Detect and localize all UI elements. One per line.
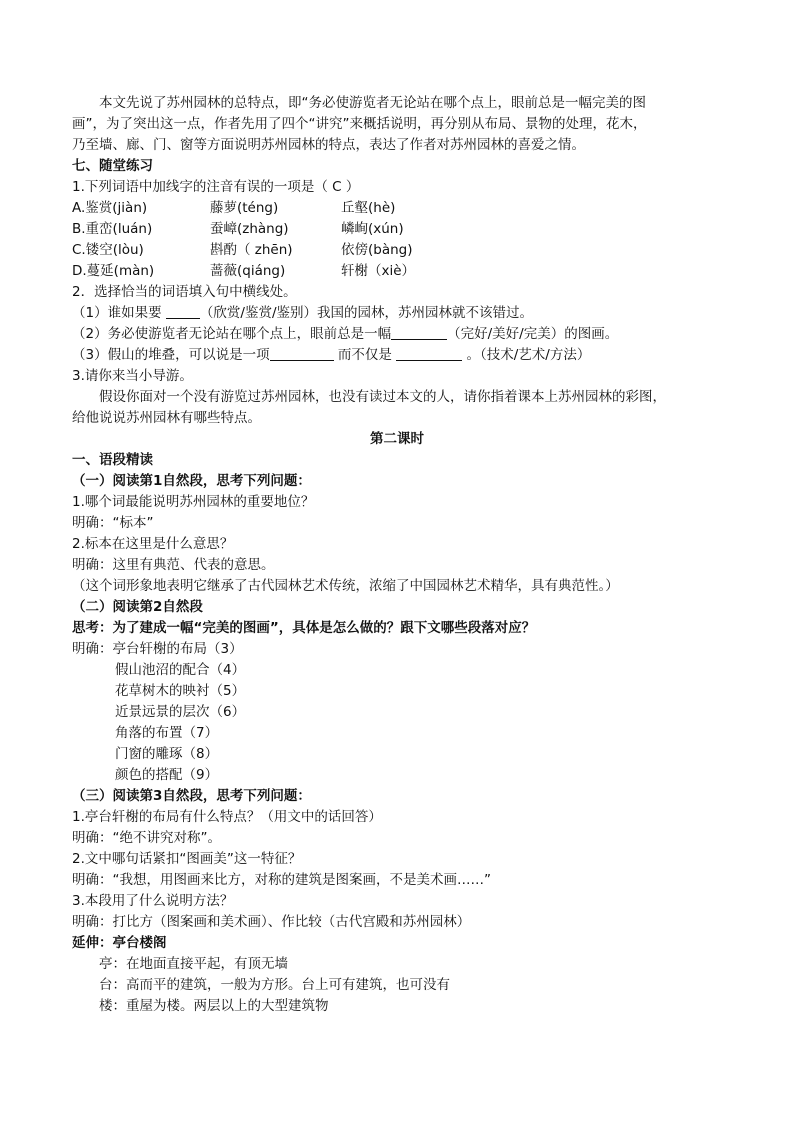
part1-line: 明确：“标本” <box>72 515 154 531</box>
part1-line: 明确：这里有典范、代表的意思。 <box>72 557 275 573</box>
intro-paragraph <box>72 93 722 156</box>
q1-option-c: 依傍(bàng) <box>341 242 413 258</box>
part3-line: 明确：“绝不讲究对称”。 <box>72 830 221 846</box>
q2-item-text: （1）谁如果要 <box>72 305 166 321</box>
q2-item-text: 而不仅是 <box>333 347 397 363</box>
q1-stem: 1.下列词语中加线字的注音有误的一项是（ C ） <box>72 179 360 195</box>
q1-option-c: 丘壑(hè) <box>341 200 396 216</box>
q2-item-2 <box>72 324 722 345</box>
document-content <box>72 93 722 1017</box>
part2-question: 思考：为了建成一幅“完美的图画”，具体是怎么做的？跟下文哪些段落对应？ <box>72 620 536 636</box>
part3-line: 2.文中哪句话紧扣“图画美”这一特征？ <box>72 851 302 867</box>
extension-item: 楼：重屋为楼。两层以上的大型建筑物 <box>99 998 329 1014</box>
q1-option-a: B.重峦(luán) <box>72 221 153 237</box>
part3-line: 3.本段用了什么说明方法？ <box>72 893 234 909</box>
q1-option-c: 轩榭（xiè） <box>341 263 416 279</box>
q1-option-a: D.蔓延(màn) <box>72 263 155 279</box>
q2-item-1 <box>72 303 722 324</box>
q2-item-text: （3）假山的堆叠，可以说是一项 <box>72 347 270 363</box>
part2-answer-item: 假山池沼的配合（4） <box>115 662 246 678</box>
q2-item-text: （2）务必使游览者无论站在哪个点上，眼前总是一幅 <box>72 326 392 342</box>
intro-line: 乃至墙、廊、门、窗等方面说明苏州园林的特点，表达了作者对苏州园林的喜爱之情。 <box>72 137 585 153</box>
intro-line: 本文先说了苏州园林的总特点，即“务必使游览者无论站在哪个点上，眼前总是一幅完美的图 <box>99 95 646 111</box>
extension-item: 台：高而平的建筑，一般为方形。台上可有建筑，也可没有 <box>99 977 450 993</box>
part3-heading: （三）阅读第3自然段，思考下列问题： <box>72 788 311 804</box>
q1-option-row <box>72 198 722 219</box>
part3-line: 明确：“我想，用图画来比方，对称的建筑是图案画，不是美术画……” <box>72 872 491 888</box>
q1-option-row <box>72 219 722 240</box>
part2-answer-item: 近景远景的层次（6） <box>115 704 246 720</box>
part3-line: 明确：打比方（图案画和美术画）、作比较（古代宫殿和苏州园林） <box>72 914 471 930</box>
extension-item: 亭：在地面直接平起，有顶无墙 <box>99 956 288 972</box>
q2-item-3 <box>72 345 722 366</box>
q1-option-c: 嶙峋(xún) <box>341 221 404 237</box>
answer-blank[interactable] <box>166 304 200 319</box>
q1-option-row <box>72 261 722 282</box>
q1-option-a: C.镂空(lòu) <box>72 242 144 258</box>
practice-heading: 七、随堂练习 <box>72 158 153 174</box>
q1-option-b: 蔷薇(qiáng) <box>210 263 286 279</box>
part2-heading: （二）阅读第2自然段 <box>72 599 203 615</box>
q3-body-line: 假设你面对一个没有游览过苏州园林，也没有读过本文的人，请你指着课本上苏州园林的彩图， <box>99 389 666 405</box>
part2-answer-lead: 明确：亭台轩榭的布局（3） <box>72 641 243 657</box>
q2-item-text: （欣赏/鉴赏/鉴别）我国的园林，苏州园林就不该错过。 <box>199 305 533 321</box>
q1-option-b: 蚕嶂(zhàng) <box>210 221 289 237</box>
q1-option-b: 斟酌（ zhēn) <box>210 242 293 258</box>
q1-option-row <box>72 240 722 261</box>
part1-line: （这个词形象地表明它继承了古代园林艺术传统，浓缩了中国园林艺术精华，具有典范性。） <box>72 578 619 594</box>
section-heading: 一、语段精读 <box>72 452 153 468</box>
q2-item-text: （完好/美好/完美）的图画。 <box>447 326 619 342</box>
extension-heading: 延伸：亭台楼阁 <box>72 935 167 951</box>
answer-blank[interactable] <box>396 346 462 361</box>
part1-heading: （一）阅读第1自然段，思考下列问题： <box>72 473 311 489</box>
part2-answer-item: 角落的布置（7） <box>115 725 219 741</box>
q2-stem: 2．选择恰当的词语填入句中横线处。 <box>72 284 297 300</box>
q3-body-line: 给他说说苏州园林有哪些特点。 <box>72 410 261 426</box>
part3-line: 1.亭台轩榭的布局有什么特点？（用文中的话回答） <box>72 809 382 825</box>
part2-answer-item: 花草树木的映衬（5） <box>115 683 246 699</box>
q2-item-text: 。（技术/艺术/方法） <box>462 347 591 363</box>
q1-option-a: A.鉴赏(jiàn) <box>72 200 148 216</box>
intro-line: 画”，为了突出这一点，作者先用了四个“讲究”来概括说明，再分别从布局、景物的处理，花木， <box>72 116 647 132</box>
answer-blank[interactable] <box>270 346 334 361</box>
lesson2-title: 第二课时 <box>370 431 424 447</box>
part2-answer-item: 颜色的搭配（9） <box>115 767 219 783</box>
part1-line: 2.标本在这里是什么意思？ <box>72 536 234 552</box>
part1-line: 1.哪个词最能说明苏州园林的重要地位？ <box>72 494 315 510</box>
part2-answer-item: 门窗的雕琢（8） <box>115 746 219 762</box>
q3-stem: 3.请你来当小导游。 <box>72 368 193 384</box>
answer-blank[interactable] <box>391 325 447 340</box>
q1-option-b: 藤萝(téng) <box>210 200 279 216</box>
